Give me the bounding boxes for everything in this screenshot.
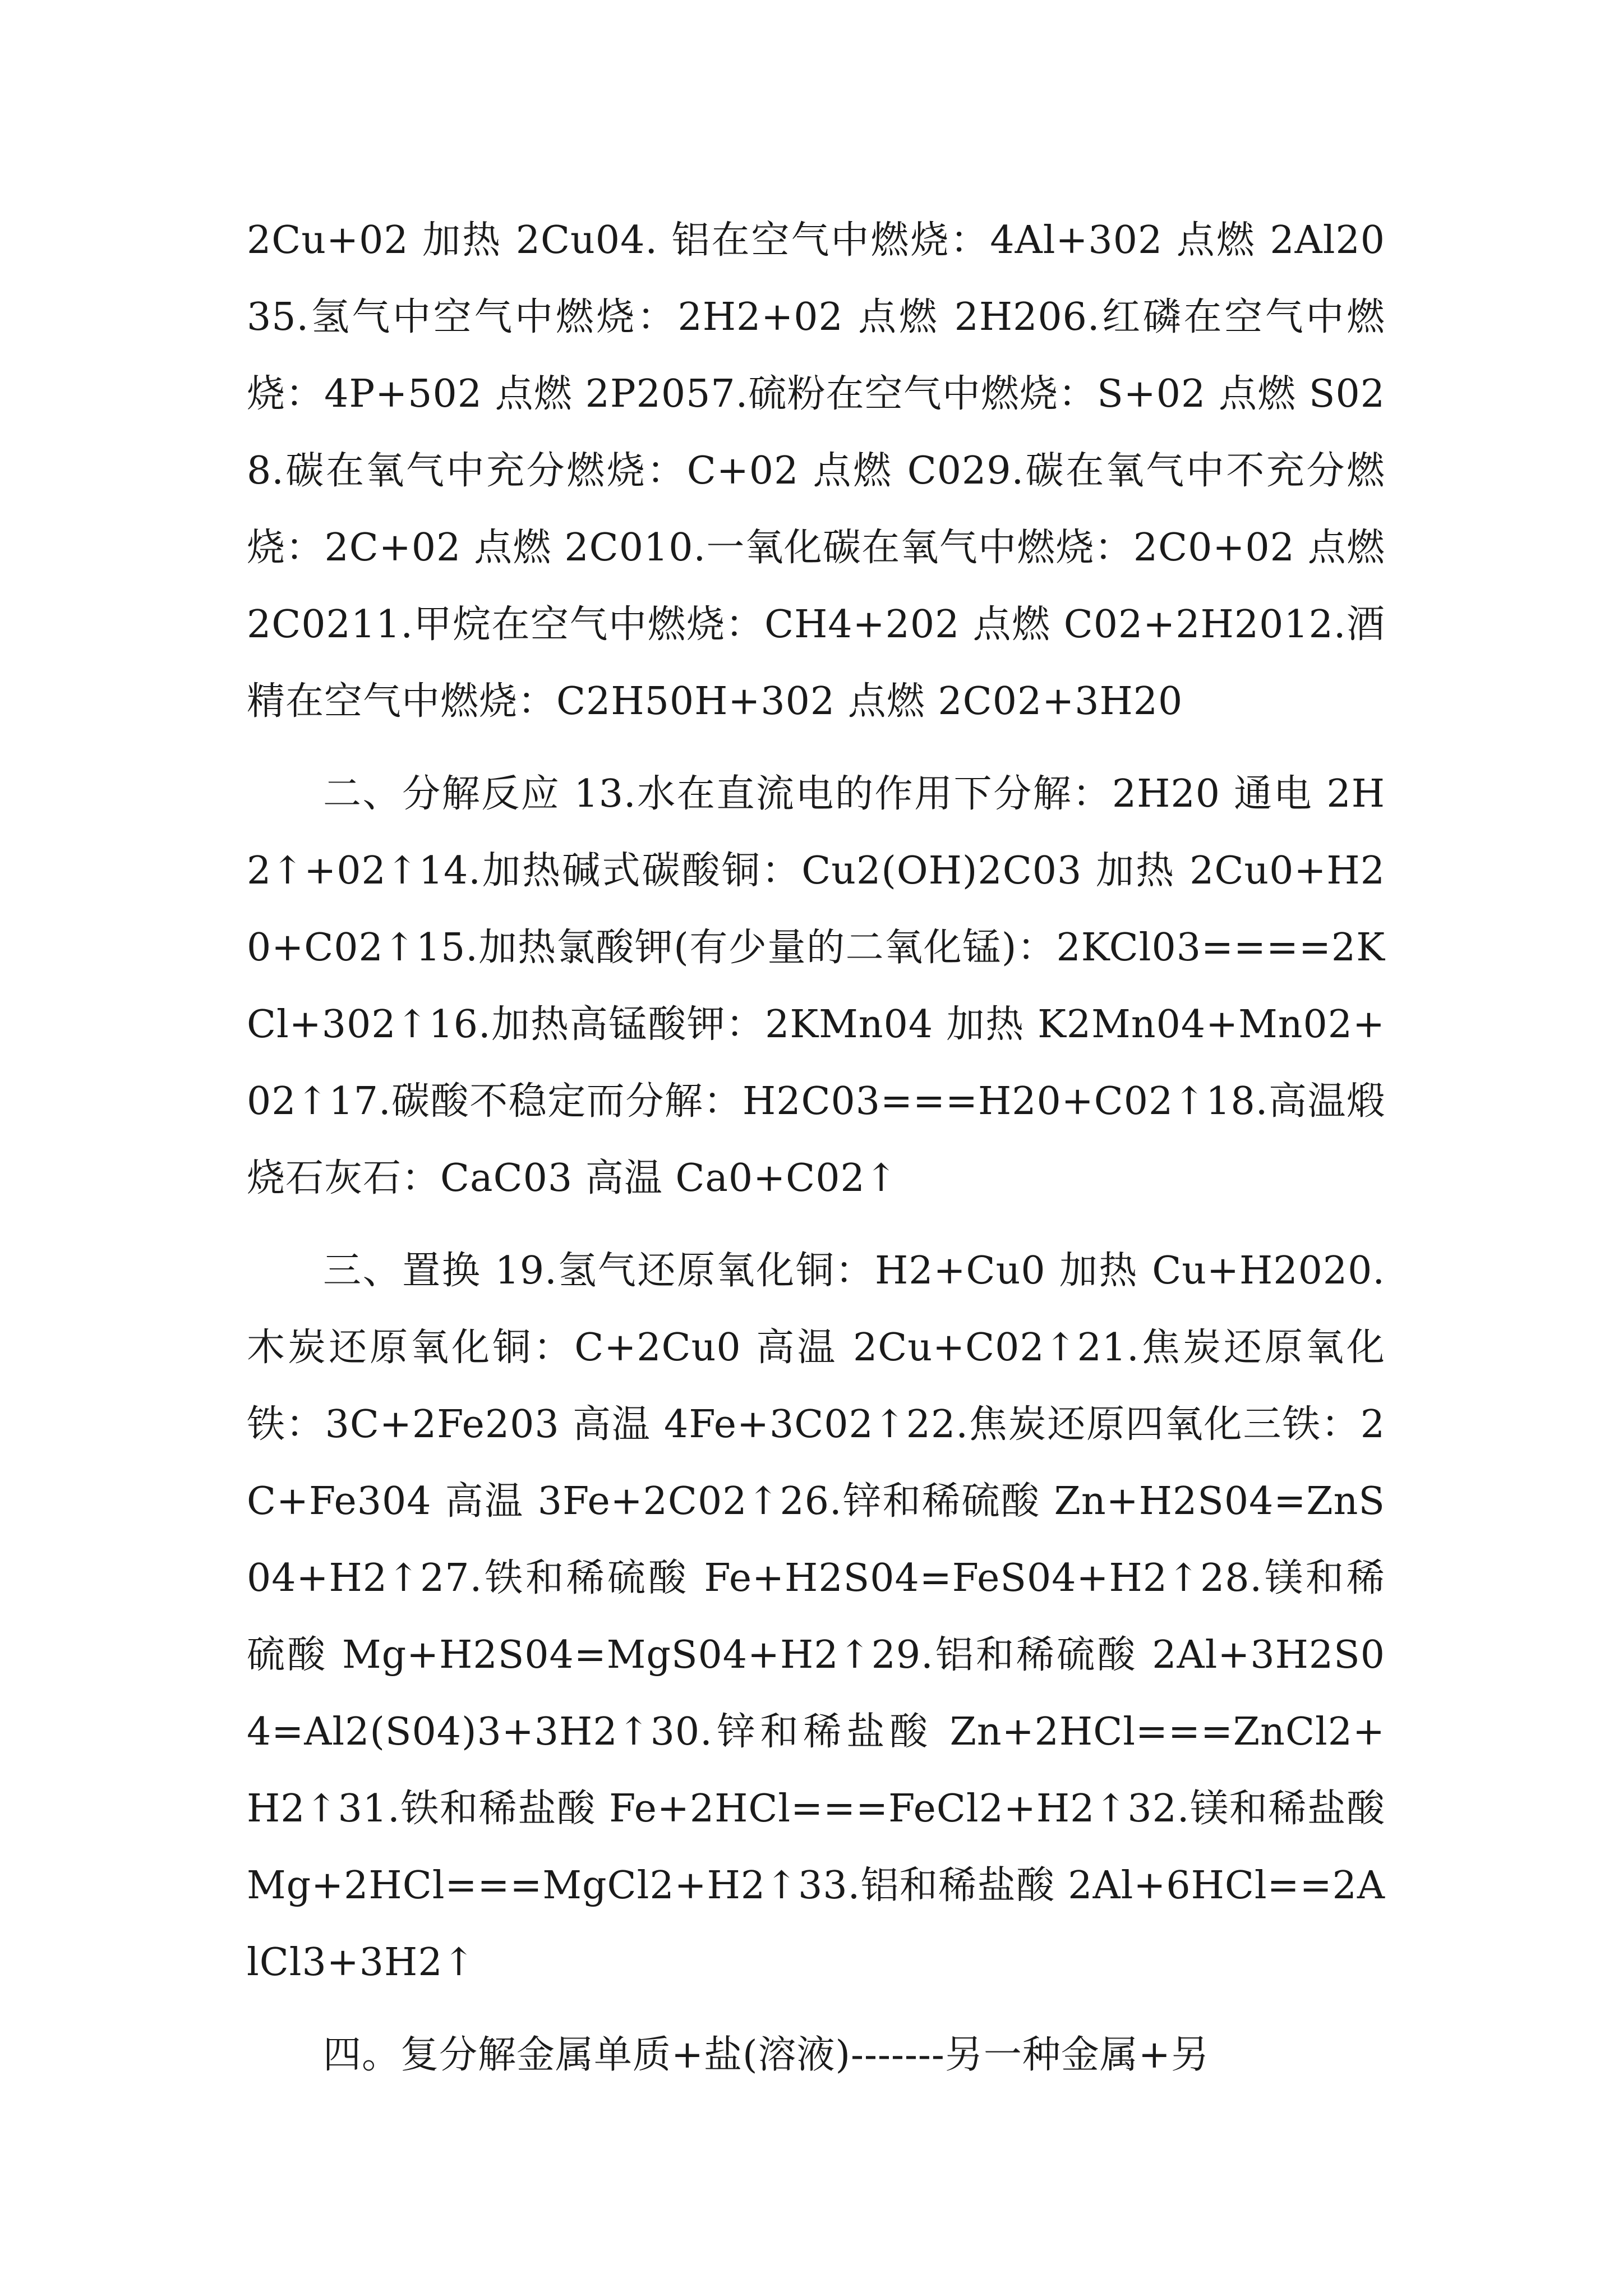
- paragraph-displacement-reactions: 三、置换 19.氢气还原氧化铜：H2+Cu0 加热 Cu+H2020.木炭还原氧化铜：C+2Cu0 高温 2Cu+C02↑21.焦炭还原氧化铁：3C+2Fe203 高温 4Fe+3C02↑22.焦炭还原四氧化三铁：2C+Fe304 高温 3Fe+2C02↑26.锌和稀硫酸 Zn+H2S04=ZnS04+H2↑27.铁和稀硫酸 Fe+H2S04=FeS04+H2↑28.镁和稀硫酸 Mg+H2S04=MgS04+H2↑29.铝和稀硫酸 2Al+3H2S04=Al2(S04)3+3H2↑30.锌和稀盐酸 Zn+2HCl===ZnCl2+H2↑31.铁和稀盐酸 Fe+2HCl===FeCl2+H2↑32.镁和稀盐酸 Mg+2HCl===MgCl2+H2↑33.铝和稀盐酸 2Al+6HCl==2AlCl3+3H2↑: [247, 1249, 1385, 1985]
- document-page: [247, 202, 1385, 2143]
- paragraph-double-decomposition: 四。复分解金属单质+盐(溶液)-------另一种金属+另: [323, 2033, 1210, 2077]
- paragraph-combustion-reactions: 2Cu+02 加热 2Cu04. 铝在空气中燃烧：4Al+302 点燃 2Al2035.氢气中空气中燃烧：2H2+02 点燃 2H206.红磷在空气中燃烧：4P+502 点燃 2P2057.硫粉在空气中燃烧：S+02 点燃 S028.碳在氧气中充分燃烧：C+02 点燃 C029.碳在氧气中不充分燃烧：2C+02 点燃 2C010.一氧化碳在氧气中燃烧：2C0+02 点燃 2C0211.甲烷在空气中燃烧：CH4+202 点燃 C02+2H2012.酒精在空气中燃烧：C2H50H+302 点燃 2C02+3H20: [247, 218, 1385, 724]
- paragraph-decomposition-reactions: 二、分解反应 13.水在直流电的作用下分解：2H20 通电 2H2↑+02↑14.加热碱式碳酸铜：Cu2(OH)2C03 加热 2Cu0+H20+C02↑15.加热氯酸钾(有少量的二氧化锰)：2KCl03====2KCl+302↑16.加热高锰酸钾：2KMn04 加热 K2Mn04+Mn02+02↑17.碳酸不稳定而分解：H2C03===H20+C02↑18.高温煅烧石灰石：CaC03 高温 Ca0+C02↑: [247, 772, 1385, 1200]
